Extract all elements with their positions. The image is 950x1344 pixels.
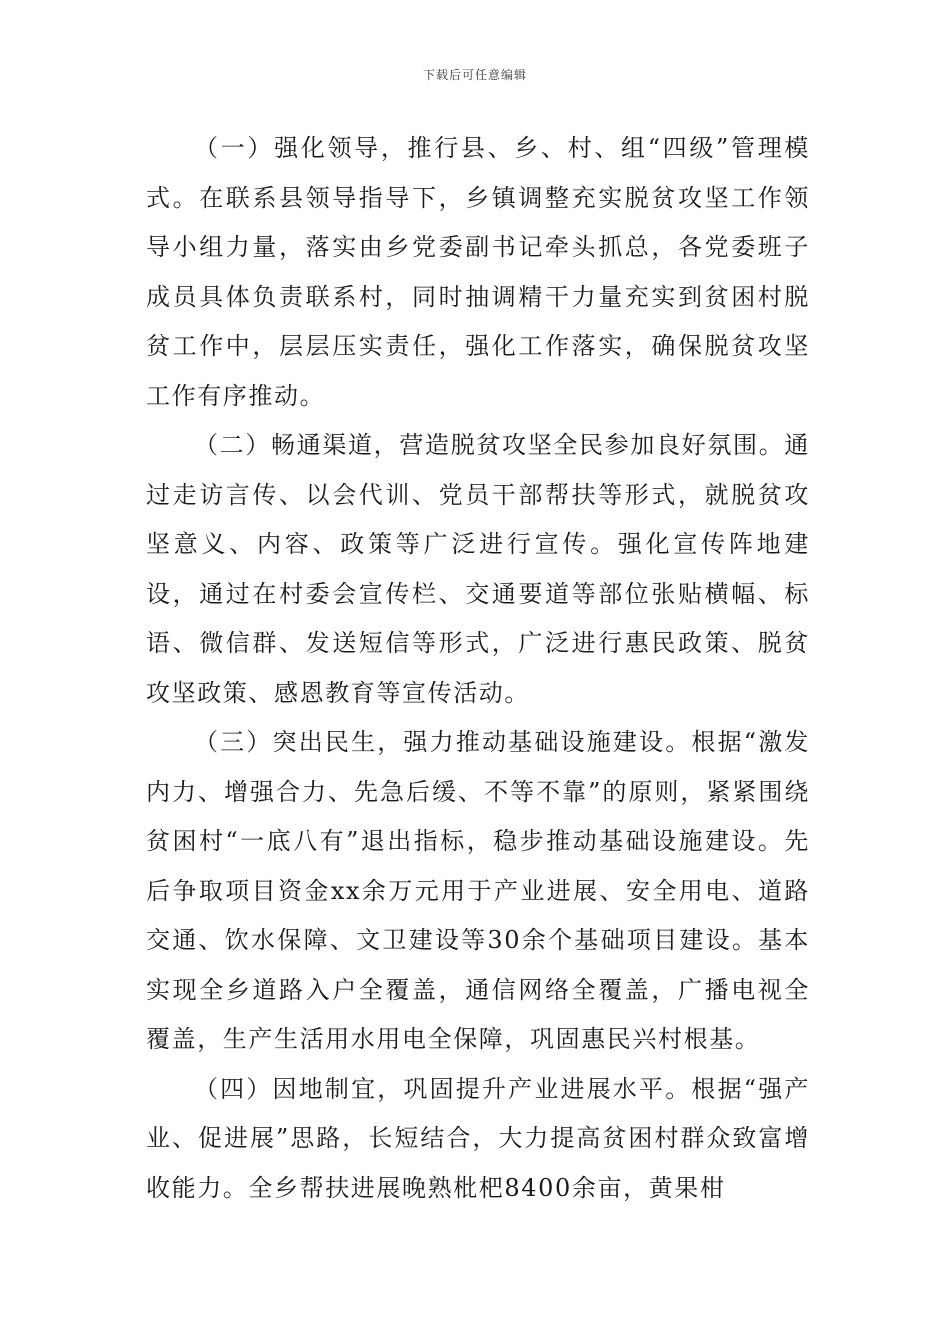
page-header-note: 下载后可任意编辑: [422, 68, 527, 82]
paragraph-leadership: （一）强化领导，推行县、乡、村、组“四级”管理模式。在联系县领导指导下，乡镇调整充实脱贫攻坚工作领导小组力量，落实由乡党委副书记牵头抓总，各党委班子成员具体负责联系村，同时抽调精干力量充实到贫困村脱贫工作中，层层压实责任，强化工作落实，确保脱贫攻坚工作有序推动。: [146, 134, 810, 410]
document-body: [146, 124, 810, 1213]
paragraph-publicity: （二）畅通渠道，营造脱贫攻坚全民参加良好氛围。通过走访言传、以会代训、党员干部帮扶等形式，就脱贫攻坚意义、内容、政策等广泛进行宣传。强化宣传阵地建设，通过在村委会宣传栏、交通要道等部位张贴横幅、标语、微信群、发送短信等形式，广泛进行惠民政策、脱贫攻坚政策、感恩教育等宣传活动。: [146, 431, 810, 707]
paragraph-industry: （四）因地制宜，巩固提升产业进展水平。根据“强产业、促进展”思路，长短结合，大力提高贫困村群众致富增收能力。全乡帮扶进展晚熟枇杷8400余亩，黄果柑: [146, 1074, 810, 1202]
paragraph-infrastructure: （三）突出民生，强力推动基础设施建设。根据“激发内力、增强合力、先急后缓、不等不靠”的原则，紧紧围绕贫困村“一底八有”退出指标，稳步推动基础设施建设。先后争取项目资金xx余万元用于产业进展、安全用电、道路交通、饮水保障、文卫建设等30余个基础项目建设。基本实现全乡道路入户全覆盖，通信网络全覆盖，广播电视全覆盖，生产生活用水用电全保障，巩固惠民兴村根基。: [146, 728, 810, 1053]
